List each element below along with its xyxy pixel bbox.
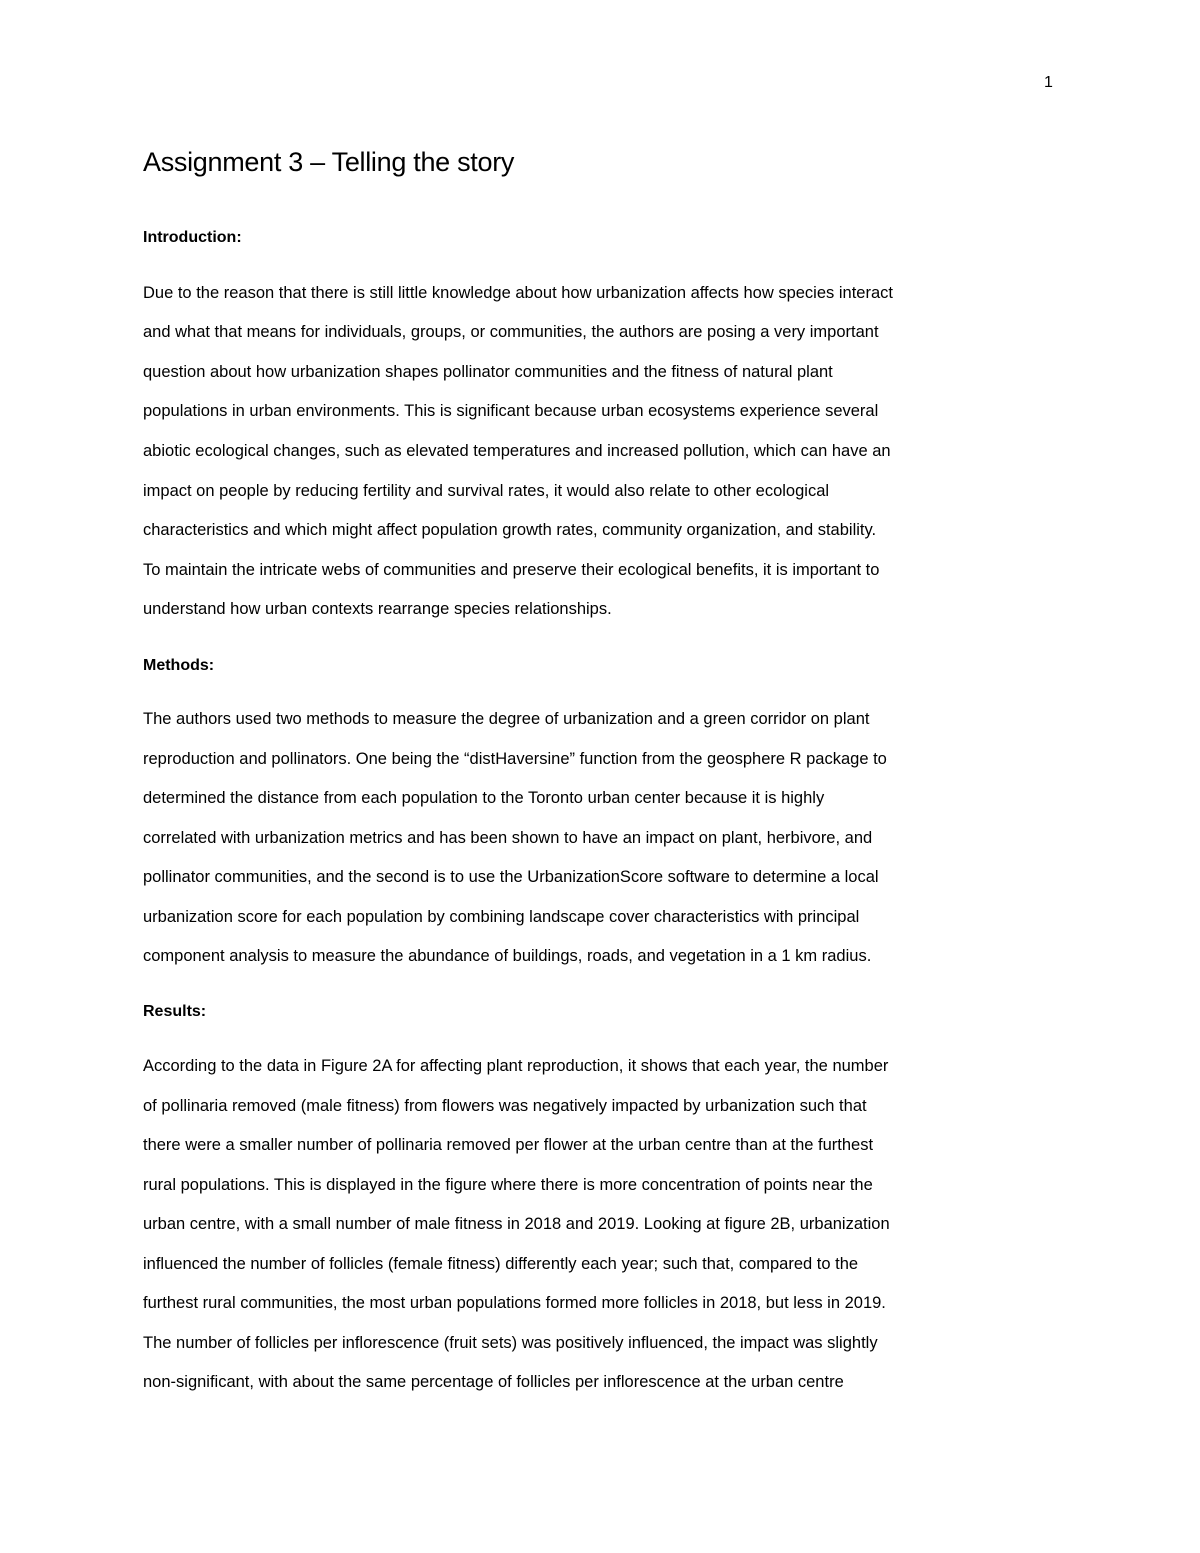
results-line: influenced the number of follicles (female fitness) differently each year; such that, compared to the xyxy=(143,1255,859,1273)
document-title: Assignment 3 – Telling the story xyxy=(143,147,515,177)
results-line: furthest rural communities, the most urban populations formed more follicles in 2018, but less in 2019. xyxy=(143,1294,886,1312)
methods-line: component analysis to measure the abundance of buildings, roads, and vegetation in a 1 km radius. xyxy=(143,947,872,965)
introduction-line: and what that means for individuals, groups, or communities, the authors are posing a very important xyxy=(143,323,879,341)
results-line: non-significant, with about the same percentage of follicles per inflorescence at the urban centre xyxy=(143,1373,844,1391)
methods-line: reproduction and pollinators. One being the “distHaversine” function from the geosphere R package to xyxy=(143,750,887,768)
introduction-line: Due to the reason that there is still little knowledge about how urbanization affects how species interact xyxy=(143,284,893,302)
introduction-line: abiotic ecological changes, such as elevated temperatures and increased pollution, which can have an xyxy=(143,442,891,460)
methods-line: urbanization score for each population by combining landscape cover characteristics with principal xyxy=(143,908,860,926)
results-line: there were a smaller number of pollinaria removed per flower at the urban centre than at the furthest xyxy=(143,1136,874,1154)
results-line: urban centre, with a small number of male fitness in 2018 and 2019. Looking at figure 2B, urbanization xyxy=(143,1215,890,1233)
introduction-heading: Introduction: xyxy=(143,229,242,246)
results-line: rural populations. This is displayed in the figure where there is more concentration of points near the xyxy=(143,1176,873,1194)
results-line: The number of follicles per inflorescence (fruit sets) was positively influenced, the impact was slightly xyxy=(143,1334,878,1352)
introduction-line: understand how urban contexts rearrange species relationships. xyxy=(143,600,612,618)
results-heading: Results: xyxy=(143,1003,207,1020)
introduction-line: impact on people by reducing fertility and survival rates, it would also relate to other ecological xyxy=(143,482,830,500)
methods-heading: Methods: xyxy=(143,657,215,674)
introduction-line: populations in urban environments. This is significant because urban ecosystems experience several xyxy=(143,402,879,420)
methods-line: pollinator communities, and the second is to use the UrbanizationScore software to determine a local xyxy=(143,868,879,886)
methods-line: correlated with urbanization metrics and has been shown to have an impact on plant, herbivore, and xyxy=(143,829,873,847)
introduction-line: To maintain the intricate webs of communities and preserve their ecological benefits, it is important to xyxy=(143,561,880,579)
results-line: of pollinaria removed (male fitness) from flowers was negatively impacted by urbanization such that xyxy=(143,1097,867,1115)
methods-line: determined the distance from each population to the Toronto urban center because it is highly xyxy=(143,789,825,807)
methods-line: The authors used two methods to measure the degree of urbanization and a green corridor on plant xyxy=(143,710,870,728)
results-line: According to the data in Figure 2A for affecting plant reproduction, it shows that each year, the number xyxy=(143,1057,889,1075)
page-number: 1 xyxy=(1044,74,1053,91)
introduction-line: question about how urbanization shapes pollinator communities and the fitness of natural plant xyxy=(143,363,833,381)
introduction-line: characteristics and which might affect population growth rates, community organization, and stability. xyxy=(143,521,877,539)
